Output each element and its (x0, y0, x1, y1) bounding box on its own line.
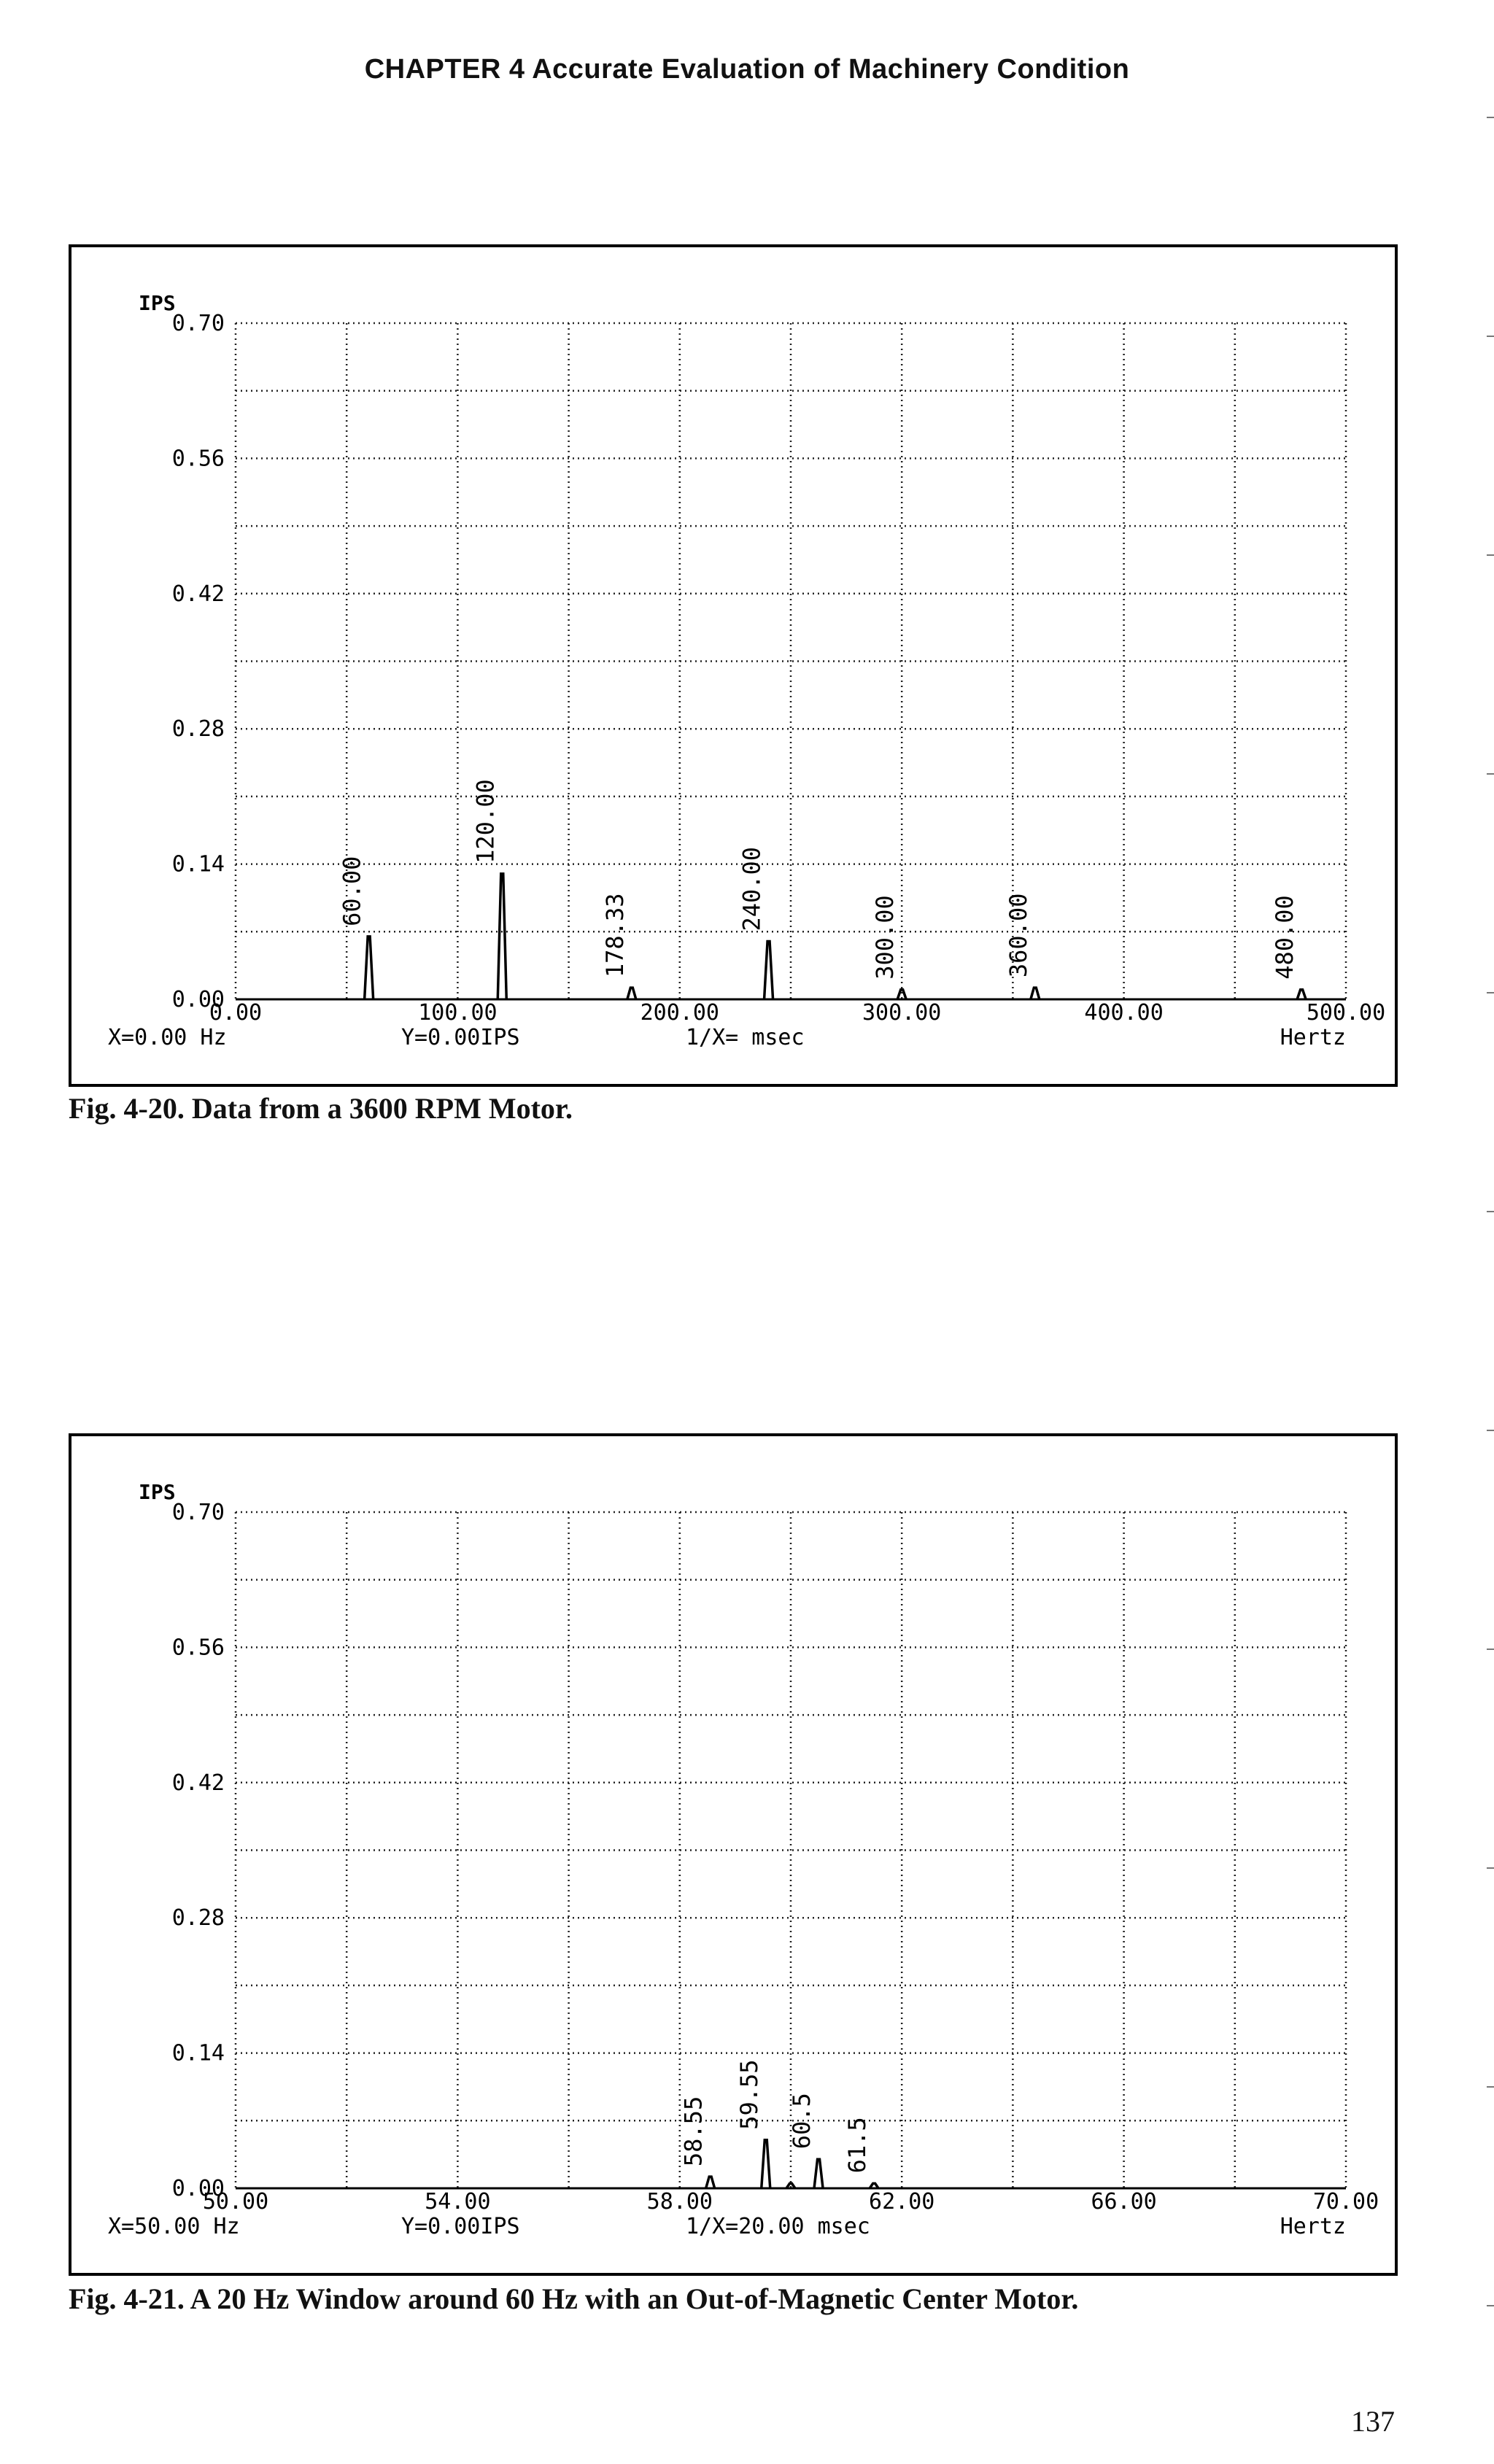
cursor-y-readout: Y=0.00IPS (401, 2214, 520, 2239)
spectrum-peak (365, 937, 374, 999)
y-tick-label: 0.70 (171, 1500, 225, 1525)
x-tick-label: 58.00 (646, 2189, 713, 2215)
grid (236, 323, 1346, 999)
margin-tick (1487, 1430, 1494, 1431)
spectrum-peak (762, 2140, 770, 2188)
spectrum-chart-3600rpm (71, 247, 1395, 1084)
x-tick-label: 500.00 (1306, 1000, 1386, 1026)
x-tick-label: 400.00 (1084, 1000, 1164, 1026)
margin-tick (1487, 2305, 1494, 2306)
y-tick-label: 0.42 (171, 1770, 225, 1796)
spectrum-peak (1297, 990, 1306, 999)
figure-4-21-panel (69, 1433, 1398, 2276)
peak-label: 300.00 (871, 895, 899, 980)
y-tick-label: 0.28 (171, 1905, 225, 1932)
y-tick-label: 0.42 (171, 581, 225, 607)
x-tick-label: 50.00 (202, 2189, 269, 2215)
inverse-readout: 1/X= msec (686, 1025, 805, 1050)
x-tick-label: 54.00 (425, 2189, 491, 2215)
page-number: 137 (1351, 2405, 1395, 2438)
chapter-header: CHAPTER 4 Accurate Evaluation of Machinery Condition (364, 54, 1130, 85)
y-tick-label: 0.56 (171, 1635, 225, 1661)
margin-tick (1487, 992, 1494, 993)
x-tick-label: 66.00 (1091, 2189, 1157, 2215)
figure-4-21-caption: Fig. 4-21. A 20 Hz Window around 60 Hz with an Out-of-Magnetic Center Motor. (69, 2282, 1079, 2315)
inverse-readout: 1/X=20.00 msec (686, 2214, 870, 2239)
margin-tick (1487, 117, 1494, 118)
y-tick-label: 0.56 (171, 446, 225, 472)
margin-tick (1487, 554, 1494, 556)
x-tick-label: 200.00 (640, 1000, 719, 1026)
y-tick-label: 0.00 (171, 2176, 225, 2201)
margin-tick (1487, 1867, 1494, 1869)
x-tick-label: 300.00 (862, 1000, 942, 1026)
x-axis-title: Hertz (1280, 2214, 1346, 2239)
y-tick-label: 0.00 (171, 987, 225, 1012)
cursor-x-readout: X=50.00 Hz (108, 2214, 240, 2239)
peak-label: 240.00 (738, 846, 766, 931)
peak-label: 178.33 (600, 893, 629, 978)
margin-tick (1487, 1649, 1494, 1650)
figure-4-20-panel (69, 244, 1398, 1087)
cursor-x-readout: X=0.00 Hz (108, 1025, 227, 1050)
margin-tick (1487, 336, 1494, 337)
spectrum-peak (706, 2177, 715, 2188)
y-tick-label: 0.14 (171, 2040, 225, 2066)
peak-label: 58.55 (679, 2096, 708, 2167)
x-tick-label: 100.00 (418, 1000, 498, 1026)
x-tick-label: 62.00 (869, 2189, 935, 2215)
figure-4-20-caption: Fig. 4-20. Data from a 3600 RPM Motor. (69, 1092, 573, 1125)
cursor-y-readout: Y=0.00IPS (401, 1025, 520, 1050)
peak-label: 60.5 (788, 2093, 816, 2150)
margin-tick (1487, 1211, 1494, 1212)
x-axis-title: Hertz (1280, 1025, 1346, 1050)
spectrum-chart-20hz-window (71, 1436, 1395, 2273)
y-tick-label: 0.14 (171, 851, 225, 877)
spectrum-peak (765, 942, 773, 999)
spectrum-peak (627, 988, 636, 999)
spectrum-peak (1031, 988, 1040, 999)
peak-label: 61.5 (843, 2117, 872, 2174)
peak-label: 360.00 (1004, 893, 1032, 978)
peak-label: 59.55 (735, 2059, 763, 2130)
y-tick-label: 0.70 (171, 311, 225, 336)
x-tick-label: 70.00 (1312, 2189, 1379, 2215)
x-tick-label: 0.00 (209, 1000, 263, 1026)
peak-label: 60.00 (338, 856, 366, 926)
margin-tick (1487, 2086, 1494, 2088)
y-axis-title: IPS (139, 291, 176, 315)
grid (236, 1512, 1346, 2188)
spectrum-peak (814, 2159, 823, 2188)
peak-label: 480.00 (1271, 895, 1299, 980)
y-axis-title: IPS (139, 1480, 176, 1504)
peak-label: 120.00 (471, 779, 500, 864)
y-tick-label: 0.28 (171, 716, 225, 743)
spectrum-peak (498, 874, 506, 999)
margin-tick (1487, 773, 1494, 775)
